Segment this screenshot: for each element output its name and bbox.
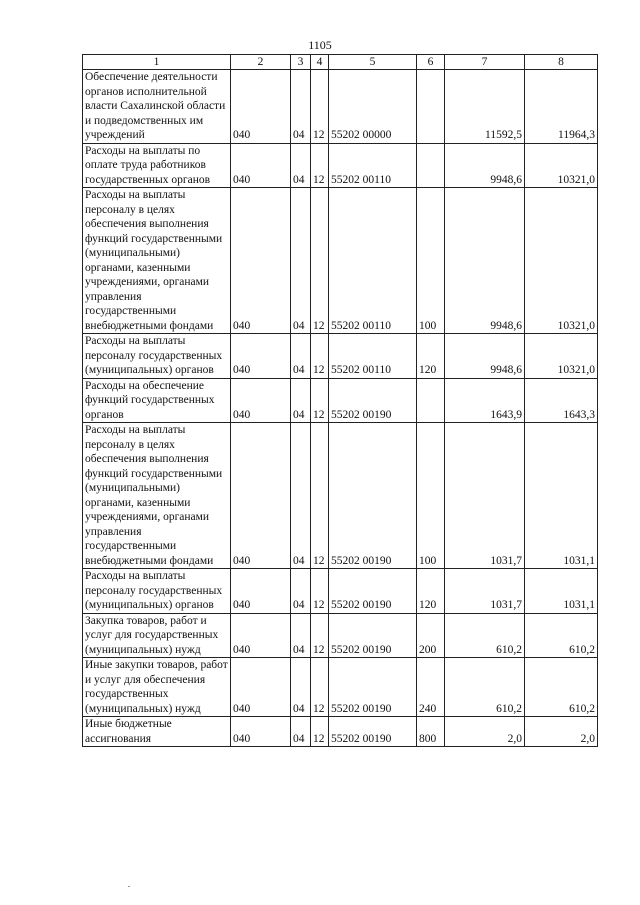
- table-row: [83, 188, 598, 334]
- section-cell: 04: [291, 423, 311, 569]
- target-item-cell: 55202 00000: [329, 70, 417, 144]
- row-name-cell: Расходы на выплаты персоналу государственных (муниципальных) органов: [83, 569, 231, 614]
- table-row: [83, 658, 598, 717]
- row-name-cell: Иные бюджетные ассигнования: [83, 717, 231, 747]
- target-item-cell: 55202 00190: [329, 423, 417, 569]
- amount-col8-cell: 1031,1: [525, 423, 598, 569]
- amount-col7-cell: 610,2: [445, 613, 525, 658]
- table-row: [83, 613, 598, 658]
- ministry-code-cell: 040: [231, 717, 291, 747]
- section-cell: 04: [291, 658, 311, 717]
- amount-col7-cell: 610,2: [445, 658, 525, 717]
- amount-col8-cell: 610,2: [525, 658, 598, 717]
- section-cell: 04: [291, 717, 311, 747]
- header-cell: 5: [329, 55, 417, 70]
- target-item-cell: 55202 00190: [329, 658, 417, 717]
- header-row: [83, 55, 598, 70]
- subsection-cell: 12: [311, 188, 329, 334]
- amount-col8-cell: 10321,0: [525, 143, 598, 188]
- target-item-cell: 55202 00190: [329, 378, 417, 423]
- amount-col8-cell: 10321,0: [525, 334, 598, 379]
- section-cell: 04: [291, 613, 311, 658]
- row-name-cell: Расходы на выплаты персоналу государственных (муниципальных) органов: [83, 334, 231, 379]
- expense-type-cell: 120: [417, 569, 445, 614]
- target-item-cell: 55202 00190: [329, 717, 417, 747]
- ministry-code-cell: 040: [231, 569, 291, 614]
- amount-col7-cell: 1643,9: [445, 378, 525, 423]
- budget-table: [82, 54, 598, 747]
- header-cell: 2: [231, 55, 291, 70]
- target-item-cell: 55202 00110: [329, 143, 417, 188]
- ministry-code-cell: 040: [231, 423, 291, 569]
- page-number: 1105: [308, 38, 332, 52]
- expense-type-cell: [417, 378, 445, 423]
- header-cell: 3: [291, 55, 311, 70]
- expense-type-cell: 100: [417, 188, 445, 334]
- subsection-cell: 12: [311, 70, 329, 144]
- ministry-code-cell: 040: [231, 658, 291, 717]
- table-row: [83, 423, 598, 569]
- amount-col7-cell: 2,0: [445, 717, 525, 747]
- row-name-cell: Расходы на выплаты персоналу в целях обеспечения выполнения функций государственными (муниципальными) органами, казенными учреждениями, органами управления государственными внебюджетными фондами: [83, 188, 231, 334]
- target-item-cell: 55202 00190: [329, 613, 417, 658]
- row-name-cell: Расходы на выплаты персоналу в целях обеспечения выполнения функций государственными (муниципальными) органами, казенными учреждениями, органами управления государственными внебюджетными фондами: [83, 423, 231, 569]
- amount-col8-cell: 10321,0: [525, 188, 598, 334]
- amount-col7-cell: 9948,6: [445, 334, 525, 379]
- row-name-cell: Закупка товаров, работ и услуг для государственных (муниципальных) нужд: [83, 613, 231, 658]
- expense-type-cell: 100: [417, 423, 445, 569]
- subsection-cell: 12: [311, 569, 329, 614]
- amount-col8-cell: 1031,1: [525, 569, 598, 614]
- table-row: [83, 143, 598, 188]
- row-name-cell: Обеспечение деятельности органов исполнительной власти Сахалинской области и подведомственных им учреждений: [83, 70, 231, 144]
- section-cell: 04: [291, 70, 311, 144]
- row-name-cell: Расходы на выплаты по оплате труда работников государственных органов: [83, 143, 231, 188]
- subsection-cell: 12: [311, 143, 329, 188]
- table-row: [83, 717, 598, 747]
- row-name-cell: Расходы на обеспечение функций государственных органов: [83, 378, 231, 423]
- amount-col8-cell: 1643,3: [525, 378, 598, 423]
- expense-type-cell: 240: [417, 658, 445, 717]
- amount-col7-cell: 1031,7: [445, 569, 525, 614]
- ministry-code-cell: 040: [231, 188, 291, 334]
- subsection-cell: 12: [311, 717, 329, 747]
- section-cell: 04: [291, 378, 311, 423]
- amount-col7-cell: 9948,6: [445, 143, 525, 188]
- subsection-cell: 12: [311, 423, 329, 569]
- header-cell: 8: [525, 55, 598, 70]
- expense-type-cell: [417, 70, 445, 144]
- target-item-cell: 55202 00110: [329, 334, 417, 379]
- row-name-cell: Иные закупки товаров, работ и услуг для обеспечения государственных (муниципальных) нужд: [83, 658, 231, 717]
- section-cell: 04: [291, 334, 311, 379]
- target-item-cell: 55202 00110: [329, 188, 417, 334]
- header-cell: 7: [445, 55, 525, 70]
- ministry-code-cell: 040: [231, 143, 291, 188]
- expense-type-cell: 120: [417, 334, 445, 379]
- amount-col7-cell: 9948,6: [445, 188, 525, 334]
- scan-speck: [128, 886, 130, 887]
- header-cell: 4: [311, 55, 329, 70]
- amount-col8-cell: 610,2: [525, 613, 598, 658]
- amount-col7-cell: 11592,5: [445, 70, 525, 144]
- header-cell: 6: [417, 55, 445, 70]
- section-cell: 04: [291, 569, 311, 614]
- target-item-cell: 55202 00190: [329, 569, 417, 614]
- table-row: [83, 70, 598, 144]
- ministry-code-cell: 040: [231, 378, 291, 423]
- table-row: [83, 378, 598, 423]
- ministry-code-cell: 040: [231, 334, 291, 379]
- section-cell: 04: [291, 188, 311, 334]
- subsection-cell: 12: [311, 378, 329, 423]
- expense-type-cell: [417, 143, 445, 188]
- amount-col7-cell: 1031,7: [445, 423, 525, 569]
- subsection-cell: 12: [311, 613, 329, 658]
- subsection-cell: 12: [311, 658, 329, 717]
- amount-col8-cell: 2,0: [525, 717, 598, 747]
- expense-type-cell: 800: [417, 717, 445, 747]
- table-row: [83, 569, 598, 614]
- ministry-code-cell: 040: [231, 613, 291, 658]
- ministry-code-cell: 040: [231, 70, 291, 144]
- subsection-cell: 12: [311, 334, 329, 379]
- expense-type-cell: 200: [417, 613, 445, 658]
- section-cell: 04: [291, 143, 311, 188]
- header-cell: 1: [83, 55, 231, 70]
- amount-col8-cell: 11964,3: [525, 70, 598, 144]
- table-row: [83, 334, 598, 379]
